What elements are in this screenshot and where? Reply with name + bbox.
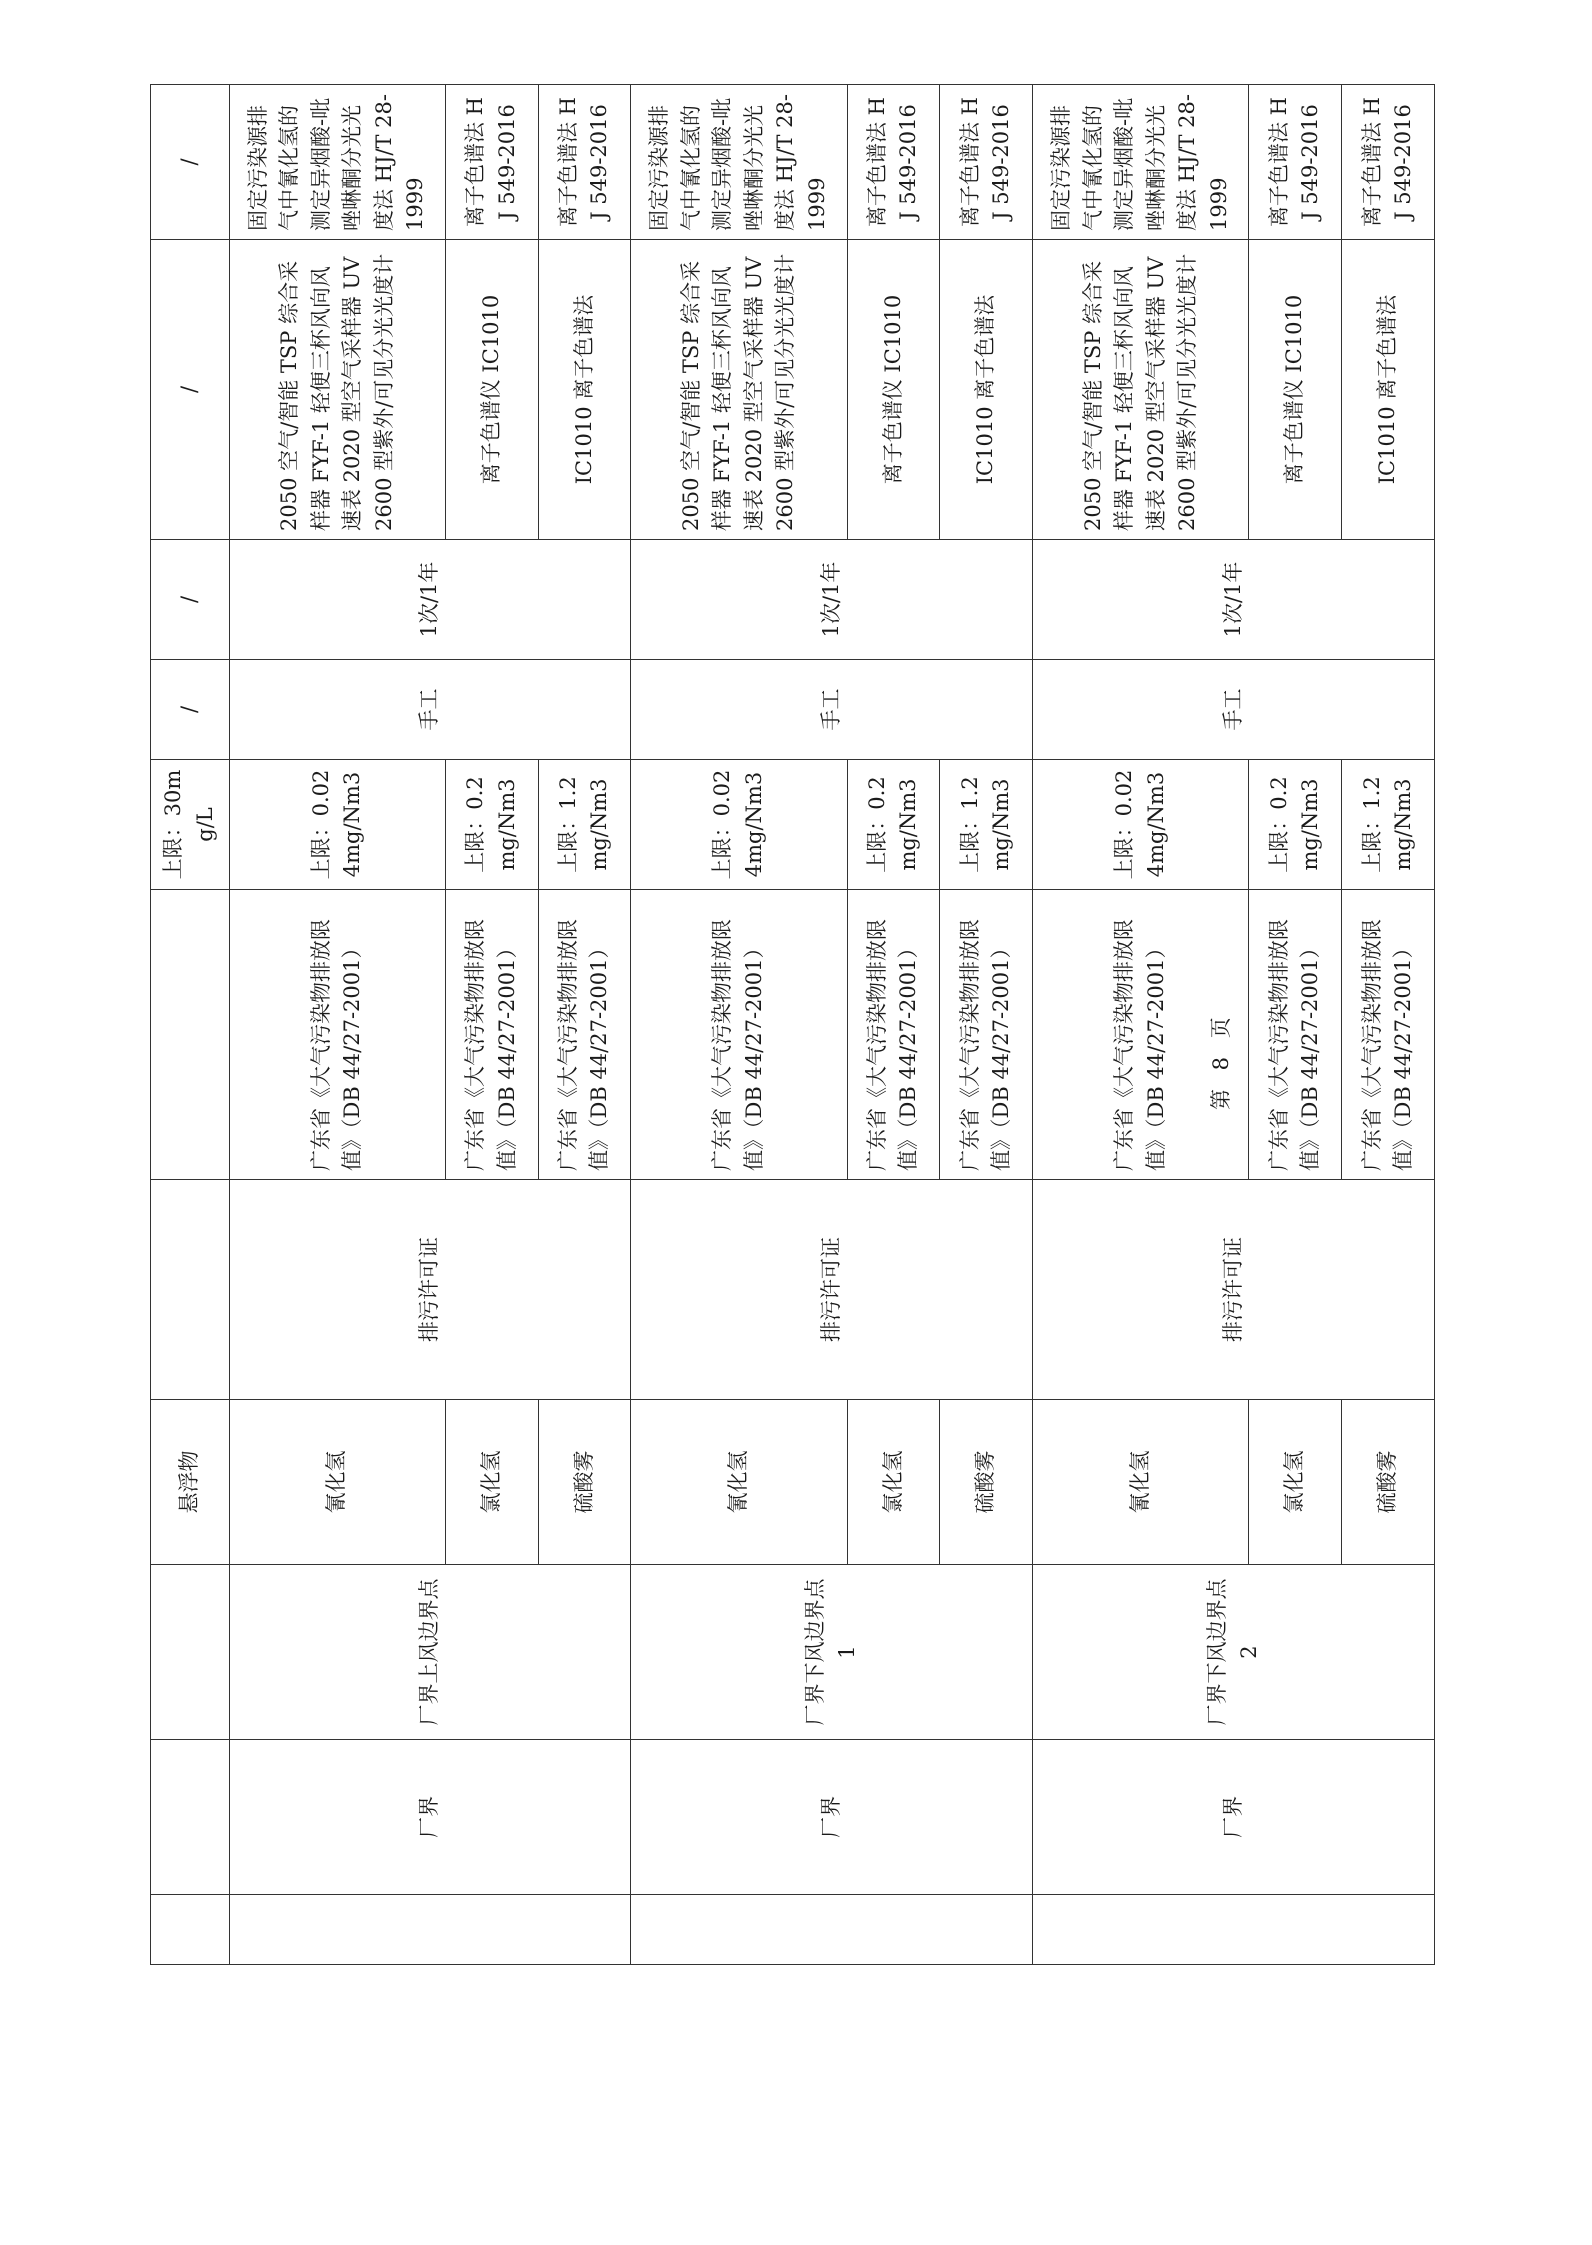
limit-cell: 上限：0.2mg/Nm3 (445, 760, 538, 890)
instrument-cell: IC1010 离子色谱法 (940, 240, 1033, 540)
table-cell (1033, 1895, 1435, 1965)
table-cell (151, 1565, 230, 1740)
instrument-cell: 离子色谱仪 IC1010 (1249, 240, 1342, 540)
instrument-cell: 2050 空气/智能 TSP 综合采样器 FYF-1 轻便三杯风向风速表 2020 型空气采样器 UV2600 型紫外/可见分光光度计 (229, 240, 445, 540)
table-cell (151, 1180, 230, 1400)
table-cell (151, 1895, 230, 1965)
mode-cell: 手工 (631, 660, 1033, 760)
basis-cell: 排污许可证 (631, 1180, 1033, 1400)
standard-cell: 广东省《大气污染物排放限值》（DB 44/27-2001） (1249, 890, 1342, 1180)
basis-cell: 排污许可证 (1033, 1180, 1435, 1400)
frequency-cell: 1次/1年 (631, 540, 1033, 660)
monitoring-table (150, 84, 1435, 1965)
frequency-cell: / (151, 540, 230, 660)
table-row (631, 85, 847, 1965)
instrument-cell: 离子色谱仪 IC1010 (847, 240, 940, 540)
pollutant-cell: 氰化氢 (1033, 1400, 1249, 1565)
standard-cell: 广东省《大气污染物排放限值》（DB 44/27-2001） (631, 890, 847, 1180)
frequency-cell: 1次/1年 (229, 540, 631, 660)
pollutant-cell: 悬浮物 (151, 1400, 230, 1565)
limit-cell: 上限：1.2mg/Nm3 (1342, 760, 1435, 890)
table-cell (229, 1895, 631, 1965)
method-cell: 离子色谱法 HJ 549-2016 (1342, 85, 1435, 240)
limit-cell: 上限：0.2mg/Nm3 (1249, 760, 1342, 890)
page-number: 第 8 页 (1209, 1011, 1233, 1110)
table-row (151, 85, 230, 1965)
type-cell: 厂界 (631, 1740, 1033, 1895)
instrument-cell: IC1010 离子色谱法 (538, 240, 631, 540)
instrument-cell: IC1010 离子色谱法 (1342, 240, 1435, 540)
location-cell: 厂界下风边界点 1 (631, 1565, 1033, 1740)
pollutant-cell: 氯化氢 (445, 1400, 538, 1565)
limit-cell: 上限：0.024mg/Nm3 (631, 760, 847, 890)
location-cell: 厂界上风边界点 (229, 1565, 631, 1740)
mode-cell: 手工 (1033, 660, 1435, 760)
limit-cell: 上限：30mg/L (151, 760, 230, 890)
limit-cell: 上限：0.2mg/Nm3 (847, 760, 940, 890)
mode-cell: / (151, 660, 230, 760)
pollutant-cell: 氰化氢 (229, 1400, 445, 1565)
standard-cell: 广东省《大气污染物排放限值》（DB 44/27-2001） (229, 890, 445, 1180)
standard-cell: 广东省《大气污染物排放限值》（DB 44/27-2001） (1342, 890, 1435, 1180)
type-cell: 厂界 (229, 1740, 631, 1895)
pollutant-cell: 氰化氢 (631, 1400, 847, 1565)
method-cell: 离子色谱法 HJ 549-2016 (445, 85, 538, 240)
instrument-cell: / (151, 240, 230, 540)
mode-cell: 手工 (229, 660, 631, 760)
limit-cell: 上限：0.024mg/Nm3 (229, 760, 445, 890)
table-cell (151, 1740, 230, 1895)
pollutant-cell: 氯化氢 (847, 1400, 940, 1565)
method-cell: 离子色谱法 HJ 549-2016 (847, 85, 940, 240)
method-cell: / (151, 85, 230, 240)
basis-cell: 排污许可证 (229, 1180, 631, 1400)
limit-cell: 上限：0.024mg/Nm3 (1033, 760, 1249, 890)
pollutant-cell: 硫酸雾 (1342, 1400, 1435, 1565)
table-cell (151, 890, 230, 1180)
pollutant-cell: 硫酸雾 (538, 1400, 631, 1565)
standard-cell: 广东省《大气污染物排放限值》（DB 44/27-2001） (445, 890, 538, 1180)
frequency-cell: 1次/1年 (1033, 540, 1435, 660)
method-cell: 离子色谱法 HJ 549-2016 (538, 85, 631, 240)
method-cell: 固定污染源排气中氰化氢的测定异烟酸-吡唑啉酮分光光度法 HJ/T 28- 1999 (631, 85, 847, 240)
pollutant-cell: 硫酸雾 (940, 1400, 1033, 1565)
table-cell (631, 1895, 1033, 1965)
standard-cell: 广东省《大气污染物排放限值》（DB 44/27-2001） (847, 890, 940, 1180)
pollutant-cell: 氯化氢 (1249, 1400, 1342, 1565)
instrument-cell: 2050 空气/智能 TSP 综合采样器 FYF-1 轻便三杯风向风速表 2020 型空气采样器 UV2600 型紫外/可见分光光度计 (1033, 240, 1249, 540)
method-cell: 离子色谱法 HJ 549-2016 (1249, 85, 1342, 240)
standard-cell: 广东省《大气污染物排放限值》（DB 44/27-2001） (940, 890, 1033, 1180)
method-cell: 固定污染源排气中氰化氢的测定异烟酸-吡唑啉酮分光光度法 HJ/T 28- 1999 (229, 85, 445, 240)
method-cell: 固定污染源排气中氰化氢的测定异烟酸-吡唑啉酮分光光度法 HJ/T 28- 1999 (1033, 85, 1249, 240)
type-cell: 厂界 (1033, 1740, 1435, 1895)
instrument-cell: 离子色谱仪 IC1010 (445, 240, 538, 540)
standard-cell: 广东省《大气污染物排放限值》（DB 44/27-2001） (1033, 890, 1249, 1180)
instrument-cell: 2050 空气/智能 TSP 综合采样器 FYF-1 轻便三杯风向风速表 2020 型空气采样器 UV2600 型紫外/可见分光光度计 (631, 240, 847, 540)
table-row (229, 85, 445, 1965)
limit-cell: 上限：1.2mg/Nm3 (940, 760, 1033, 890)
rotated-table-wrapper (150, 85, 1435, 1965)
standard-cell: 广东省《大气污染物排放限值》（DB 44/27-2001） (538, 890, 631, 1180)
method-cell: 离子色谱法 HJ 549-2016 (940, 85, 1033, 240)
limit-cell: 上限：1.2mg/Nm3 (538, 760, 631, 890)
location-cell: 厂界下风边界点 2 (1033, 1565, 1435, 1740)
